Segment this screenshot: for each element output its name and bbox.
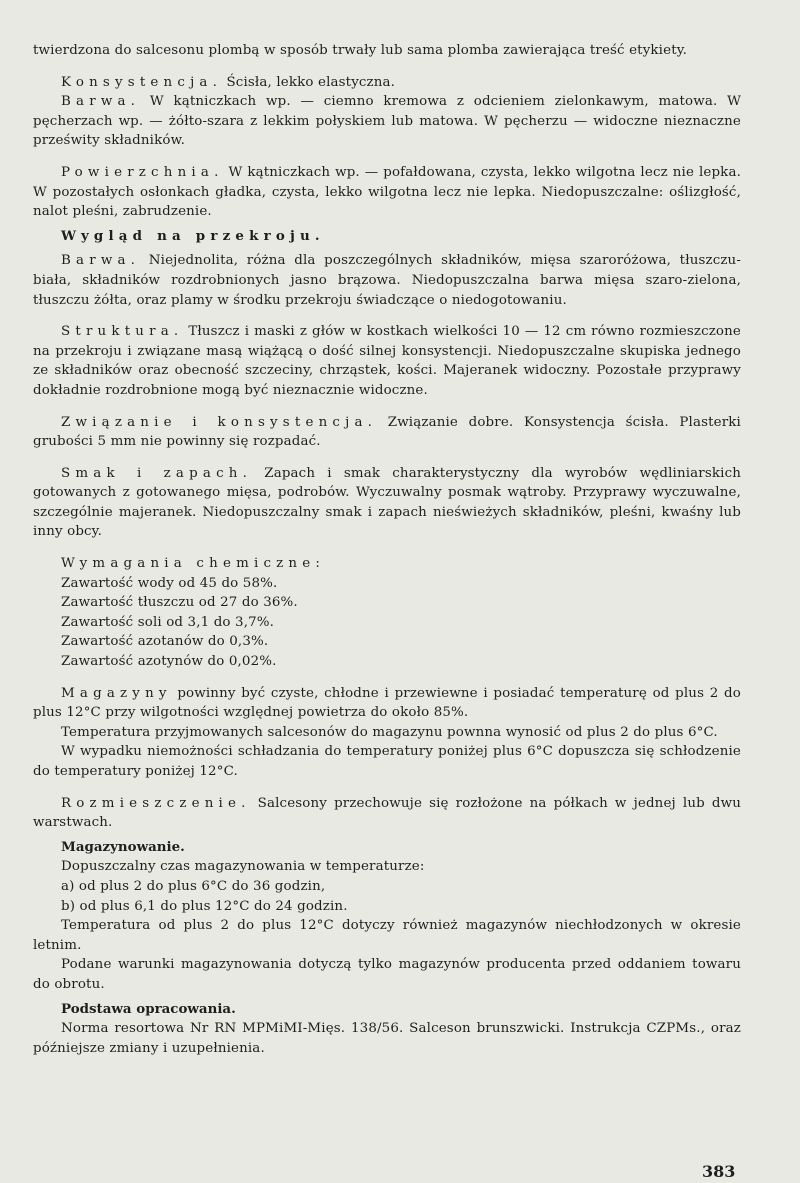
heading-chemiczne: Wymagania chemiczne: [61, 556, 326, 572]
section-struktura [33, 322, 741, 400]
paragraph-continuation: twierdzona do salcesonu plombą w sposób trwały lub sama plomba zawierająca treść etykiety. [33, 43, 688, 58]
heading-wyglad: Wygląd na przekroju. [61, 227, 325, 244]
heading-powierzchnia: Powierzchnia. [61, 164, 224, 180]
text-zwiazanie: Związanie dobre. Konsystencja ścisła. Plasterki grubości 5 mm nie powinny się rozpadać. [33, 414, 741, 450]
list-item-a: a) od plus 2 do plus 6°C do 36 godzin, [61, 878, 326, 894]
paragraph-temperatura: Temperatura przyjmowanych salcesonów do magazynu pownna wynosić od plus 2 do plus 6°C. [61, 724, 718, 740]
heading-rozmieszczenie: Rozmieszczenie. [61, 795, 251, 811]
text-powierzchnia: W kątniczkach wp. — pofałdowana, czysta, lekko wilgotna lecz nie lepka. W pozostałych osłonkach gładka, czysta, lekko wilgotna lecz nie lepka. Niedopuszczalne: oślizgłość, nalot pleśni, zabrudzenie. [33, 164, 741, 220]
heading-konsystencja: Konsystencja. [61, 74, 223, 90]
section-magazynowanie [33, 838, 741, 858]
heading-zwiazanie: Związanie i konsystencja. [61, 414, 378, 430]
list-item-b: b) od plus 6,1 do plus 12°C do 24 godzin. [61, 898, 348, 914]
chem-item: Zawartość azotynów do 0,02%. [61, 654, 277, 670]
text-magazyny: powinny być czyste, chłodne i przewiewne i posiadać temperaturę od plus 2 do plus 12°C przy wilgotności względnej powietrza do około 85%. [33, 685, 741, 721]
section-smak [33, 464, 741, 542]
section-konsystencja [33, 73, 741, 93]
paragraph-dopuszczalny: Dopuszczalny czas magazynowania w temperaturze: [61, 859, 425, 875]
section-zwiazanie [33, 413, 741, 452]
chem-item: Zawartość azotanów do 0,3%. [61, 634, 269, 650]
chem-item: Zawartość soli od 3,1 do 3,7%. [61, 614, 275, 630]
section-podstawa [33, 1000, 741, 1020]
heading-barwa-przekroj: Barwa. [61, 253, 141, 269]
heading-struktura: Struktura. [61, 324, 184, 340]
text-smak: Zapach i smak charakterystyczny dla wyrobów wędliniarskich gotowanych z gotowanego mięsa, podrobów. Wyczuwalny posmak wątroby. Przyprawy wyczuwalne, szczególnie majeranek. Niedopuszczalny smak i zapach nieświeżych składników, pleśni, kwaśny lub inny obcy. [33, 465, 741, 540]
heading-barwa: Barwa. [61, 94, 141, 110]
text-struktura: Tłuszcz i maski z głów w kostkach wielkości 10 — 12 cm równo rozmieszczone na przekroju i związane masą wiążącą o dość silnej konsystencji. Niedopuszczalne skupiska jednego ze składników oraz obecność szczeciny, chrząstek, kości. Majeranek widoczny. Pozostałe przyprawy dokładnie rozdrobnione mogą być nieznacznie widoczne. [33, 324, 741, 398]
section-powierzchnia [33, 163, 741, 222]
section-rozmieszczenie [33, 794, 741, 833]
section-wyglad [33, 227, 741, 247]
paragraph-wypadek: W wypadku niemożności schładzania do temperatury poniżej plus 6°C dopuszcza się schłodzenie do temperatury poniżej 12°C. [33, 744, 741, 779]
page-number: 383 [702, 1162, 736, 1181]
paragraph-podane-warunki: Podane warunki magazynowania dotyczą tylko magazynów producenta przed oddaniem towaru do obrotu. [33, 957, 741, 992]
heading-magazynowanie: Magazynowanie. [61, 838, 185, 855]
text-barwa: W kątniczkach wp. — ciemno kremowa z odcieniem zielonkawym, matowa. W pęcherzach wp. — żółto-szara z lekkim połyskiem lub matowa. W pęcherzu — widoczne nieznaczne prześwity składników. [33, 94, 741, 149]
text-rozmieszczenie: Salcesony przechowuje się rozłożone na półkach w jednej lub dwu warstwach. [33, 795, 741, 831]
heading-magazyny: Magazyny [61, 685, 172, 701]
page-body [33, 41, 741, 1058]
chem-item: Zawartość wody od 45 do 58%. [61, 575, 278, 591]
heading-smak: Smak i zapach. [61, 465, 253, 481]
paragraph-podstawa: Norma resortowa Nr RN MPMiMI-Mięs. 138/56. Salceson brunszwicki. Instrukcja CZPMs., oraz późniejsze zmiany i uzupełnienia. [33, 1021, 741, 1056]
chem-item: Zawartość tłuszczu od 27 do 36%. [61, 595, 298, 611]
section-magazyny [33, 684, 741, 723]
section-chemiczne [33, 554, 741, 672]
paragraph-temperatura-letnia: Temperatura od plus 2 do plus 12°C dotyczy również magazynów niechłodzonych w okresie letnim. [33, 918, 741, 953]
text-konsystencja: Ścisła, lekko elastyczna. [226, 74, 396, 90]
text-barwa-przekroj: Niejednolita, różna dla poszczególnych składników, mięsa szaroróżowa, tłuszczu-biała, składników rozdrobnionych jasno brązowa. Niedopuszczalna barwa mięsa szaro-zielona, tłuszczu żółta, oraz plamy w środku przekroju świadczące o niedogotowaniu. [33, 253, 741, 308]
heading-podstawa: Podstawa opracowania. [61, 1000, 236, 1017]
section-barwa-przekroj [33, 251, 741, 310]
section-barwa [33, 92, 741, 151]
